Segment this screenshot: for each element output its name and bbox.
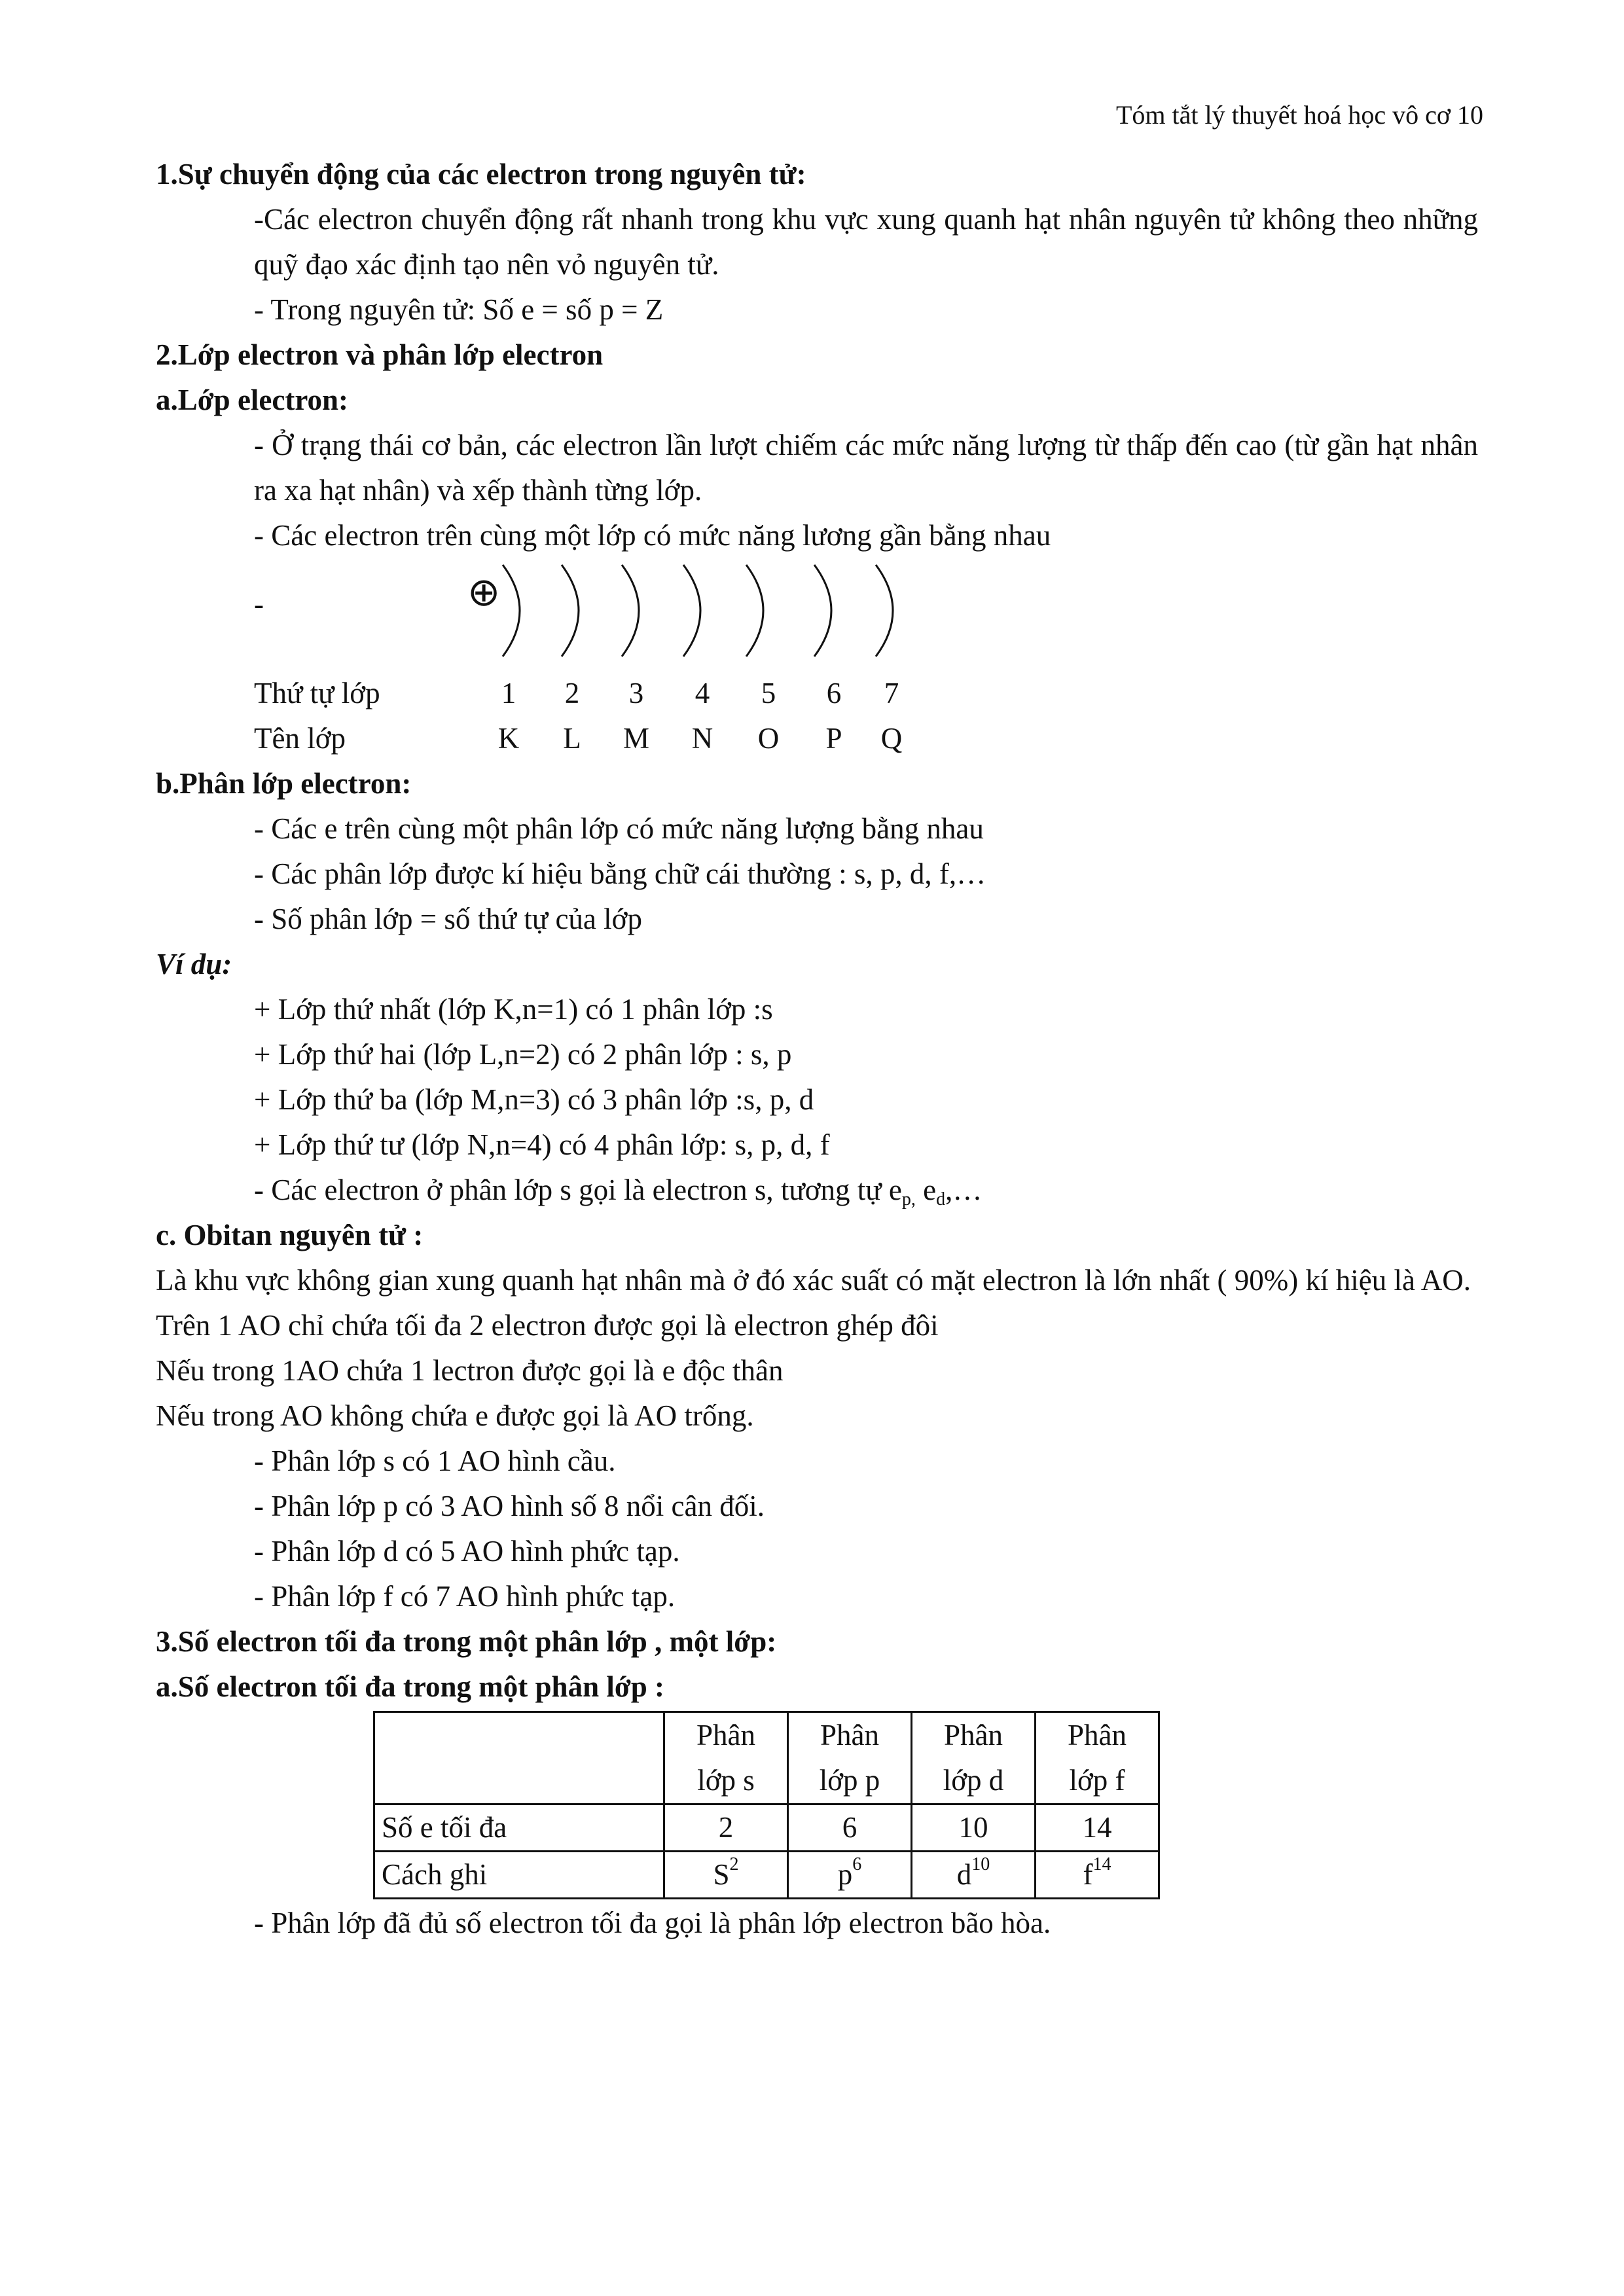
notation-p-sup: 6	[852, 1854, 862, 1874]
notation-s-sup: 2	[729, 1854, 739, 1874]
example-line-2: + Lớp thứ hai (lớp L,n=2) có 2 phân lớp : s, p	[254, 1038, 792, 1071]
max-e-f: 14	[1036, 1804, 1159, 1852]
header-s-line-2: lớp s	[697, 1764, 755, 1797]
section-2c-line-2: Nếu trong 1AO chứa 1 lectron được gọi là e độc thân	[156, 1354, 784, 1387]
section-2c-line-1: Trên 1 AO chỉ chứa tối đa 2 electron được gọi là electron ghép đôi	[156, 1309, 939, 1342]
section-2b-line-2: - Các phân lớp được kí hiệu bằng chữ cái thường : s, p, d, f,…	[254, 857, 986, 890]
page-header: Tóm tắt lý thuyết hoá học vô cơ 10	[1115, 100, 1483, 130]
section-1-paragraph: -Các electron chuyển động rất nhanh trong khu vực xung quanh hạt nhân nguyên tử không theo những quỹ đạo xác định tạo nên vỏ nguyên tử.	[254, 203, 1478, 281]
section-2c-heading: c. Obitan nguyên tử :	[156, 1219, 424, 1251]
section-2c-line-3: Nếu trong AO không chứa e được gọi là AO trống.	[156, 1399, 754, 1432]
max-e-d: 10	[912, 1804, 1036, 1852]
orbital-shape-d: - Phân lớp d có 5 AO hình phức tạp.	[254, 1535, 680, 1568]
section-1-formula: - Trong nguyên tử: Số e = số p = Z	[254, 293, 664, 326]
example-line-1: + Lớp thứ nhất (lớp K,n=1) có 1 phân lớp :s	[254, 993, 773, 1026]
section-2a-heading: a.Lớp electron:	[156, 384, 349, 416]
header-d-line-1: Phân	[944, 1719, 1003, 1751]
header-d-line-2: lớp d	[943, 1764, 1004, 1797]
shell-name-O: O	[757, 722, 780, 755]
shell-name-K: K	[497, 722, 520, 755]
section-2-heading: 2.Lớp electron và phân lớp electron	[156, 338, 604, 371]
section-1-heading: 1.Sự chuyển động của các electron trong nguyên tử:	[156, 158, 806, 190]
notation-d	[912, 1852, 1036, 1899]
shell-name-Q: Q	[880, 722, 903, 755]
subscript-d: d	[936, 1189, 946, 1210]
shell-order-4: 4	[695, 677, 710, 709]
section-2c-paragraph: Là khu vực không gian xung quanh hạt nhân mà ở đó xác suất có mặt electron là lớn nhất ( 90%) kí hiệu là AO.	[156, 1264, 1471, 1297]
example-line-4: + Lớp thứ tư (lớp N,n=4) có 4 phân lớp: s, p, d, f	[254, 1128, 830, 1161]
document-body	[156, 152, 1478, 1946]
example-line-5-tail: ,…	[945, 1174, 983, 1206]
header-s-line-1: Phân	[696, 1719, 755, 1751]
shell-order-1: 1	[501, 677, 516, 709]
subscript-p: p,	[901, 1189, 916, 1210]
nucleus-symbol: ⊕	[467, 569, 501, 615]
table-corner-cell	[374, 1712, 664, 1804]
max-e-s: 2	[664, 1804, 788, 1852]
header-sublevel-p	[788, 1712, 912, 1804]
shell-name-row	[156, 716, 1478, 761]
header-p-line-2: lớp p	[819, 1764, 880, 1797]
example-label: Ví dụ:	[156, 948, 232, 980]
notation-s-base: S	[713, 1858, 730, 1891]
notation-s	[664, 1852, 788, 1899]
section-2a-paragraph: - Ở trạng thái cơ bản, các electron lần lượt chiếm các mức năng lượng từ thấp đến cao (từ gần hạt nhân ra xa hạt nhân) và xếp thành từng lớp.	[254, 429, 1478, 507]
shell-order-6: 6	[826, 677, 842, 709]
notation-f-base: f	[1083, 1858, 1093, 1891]
section-2b-line-3: - Số phân lớp = số thứ tự của lớp	[254, 903, 642, 935]
notation-p-base: p	[837, 1858, 853, 1891]
shell-order-row	[156, 671, 1478, 716]
orbital-shape-f: - Phân lớp f có 7 AO hình phức tạp.	[254, 1580, 676, 1613]
shell-order-3: 3	[628, 677, 644, 709]
shell-name-P: P	[825, 722, 842, 755]
section-2a-energy-line: - Các electron trên cùng một lớp có mức năng lương gần bằng nhau	[254, 519, 1051, 552]
shell-arcs	[156, 558, 941, 671]
orbital-shape-p: - Phân lớp p có 3 AO hình số 8 nổi cân đối.	[254, 1490, 765, 1522]
shell-order-7: 7	[884, 677, 899, 709]
header-sublevel-s	[664, 1712, 788, 1804]
notation-f	[1036, 1852, 1159, 1899]
shell-arc-7	[876, 565, 893, 656]
shell-order-5: 5	[761, 677, 776, 709]
shell-name-L: L	[563, 722, 581, 755]
shell-arc-1	[503, 565, 520, 656]
table-row	[374, 1804, 1159, 1852]
notation-f-sup: 14	[1092, 1854, 1111, 1874]
header-p-line-1: Phân	[820, 1719, 879, 1751]
shell-name-label: Tên lớp	[254, 722, 346, 755]
row-label-notation: Cách ghi	[374, 1852, 664, 1899]
electron-shell-diagram	[156, 558, 1478, 671]
example-line-5-text: - Các electron ở phân lớp s gọi là electron s, tương tự e	[254, 1174, 902, 1206]
max-electron-table	[373, 1711, 1160, 1899]
shell-order-label: Thứ tự lớp	[254, 677, 380, 709]
section-3a-heading: a.Số electron tối đa trong một phân lớp :	[156, 1670, 665, 1703]
header-f-line-1: Phân	[1068, 1719, 1127, 1751]
shell-arc-4	[683, 565, 700, 656]
saturated-sublevel-note: - Phân lớp đã đủ số electron tối đa gọi là phân lớp electron bão hòa.	[254, 1907, 1051, 1939]
shell-arc-2	[562, 565, 579, 656]
shell-name-N: N	[691, 722, 713, 755]
header-f-line-2: lớp f	[1069, 1764, 1125, 1797]
notation-d-base: d	[956, 1858, 972, 1891]
table-header-row	[374, 1712, 1159, 1804]
orbital-shape-s: - Phân lớp s có 1 AO hình cầu.	[254, 1444, 616, 1477]
example-line-5-e: e	[915, 1174, 937, 1206]
section-2b-line-1: - Các e trên cùng một phân lớp có mức năng lượng bằng nhau	[254, 812, 984, 845]
shell-name-M: M	[623, 722, 649, 755]
section-2b-heading: b.Phân lớp electron:	[156, 767, 412, 800]
shell-arc-3	[622, 565, 639, 656]
header-sublevel-f	[1036, 1712, 1159, 1804]
section-3-heading: 3.Số electron tối đa trong một phân lớp , một lớp:	[156, 1625, 777, 1658]
header-sublevel-d	[912, 1712, 1036, 1804]
diagram-dash: -	[254, 588, 264, 620]
notation-d-sup: 10	[971, 1854, 990, 1874]
row-label-max-e: Số e tối đa	[374, 1804, 664, 1852]
table-row	[374, 1852, 1159, 1899]
notation-p	[788, 1852, 912, 1899]
shell-arc-5	[746, 565, 763, 656]
max-e-p: 6	[788, 1804, 912, 1852]
shell-order-2: 2	[564, 677, 580, 709]
example-line-3: + Lớp thứ ba (lớp M,n=3) có 3 phân lớp :s, p, d	[254, 1083, 814, 1116]
shell-arc-6	[814, 565, 831, 656]
example-line-5	[156, 1168, 1478, 1213]
